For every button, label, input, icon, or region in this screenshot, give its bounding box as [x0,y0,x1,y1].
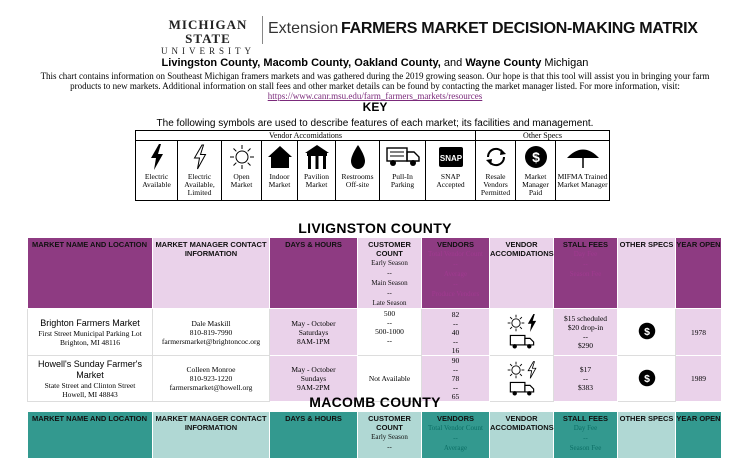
col-header-customer: CUSTOMER COUNT Early Season -- [358,412,422,458]
key-item-indoor-market: Indoor Market [262,141,298,201]
col-header-accomodations: VENDOR ACCOMIDATIONS [490,412,554,458]
key-item-manager-paid: $ Market Manager Paid [516,141,556,201]
macomb-county-title: MACOMB COUNTY [309,394,441,410]
logo-line-2: UNIVERSITY [161,46,255,56]
col-header-year: YEAR OPEN [676,412,722,458]
manager-email[interactable]: farmersmarket@brightoncoc.org [161,336,261,346]
recycle-icon [476,141,515,173]
sun-icon [507,314,525,332]
umbrella-icon [556,141,609,173]
col-header-days: DAYS & HOURS [270,238,358,309]
year-open-cell: 1989 [676,356,722,402]
livingston-county-title: LIVIGNSTON COUNTY [298,220,452,236]
document-header [0,14,750,56]
col-header-fees: STALL FEES Day Fee -- Season Fee [554,412,618,458]
extension-label: Extension [268,20,339,37]
col-header-other: OTHER SPECS [618,412,676,458]
dollar-icon-text: $ [531,149,540,165]
intro-text: This chart contains information on Southeast Michigan framers markets and was gathered during the 2019 growing season. Our hope is that this tool will assist you in bringing your farm products to new markets. Additional information on stall fees and other market details can be found by contacting the market manager listed. For more information, visit: [40,71,710,91]
col-header-other: OTHER SPECS [618,238,676,309]
vendors-cell: 90 -- 78 -- 65 [422,356,490,402]
days-cell: May - October Saturdays 8AM-1PM [270,309,358,356]
water-drop-icon [336,141,379,173]
macomb-table [27,411,722,458]
col-header-name: MARKET NAME AND LOCATION [28,412,153,458]
msu-logo [160,18,256,57]
key-item-resale: Resale Vendors Permitted [476,141,516,201]
snap-icon [426,141,475,173]
key-item-mifma: MIFMA Trained Market Manager [556,141,609,201]
counties-line [0,57,750,69]
customer-count-cell: 500 -- 500-1000 -- [358,309,422,356]
days-cell: May - October Sundays 9AM-2PM [270,356,358,402]
manager-cell: Colleen Monroe 810-923-1220 farmersmarket@howell.org [153,356,270,402]
key-legend [135,130,610,201]
svg-text:$: $ [643,325,650,338]
key-subtitle: The following symbols are used to describe features of each market; its facilities and management. [156,118,594,129]
sun-icon [507,361,525,379]
col-header-manager: MARKET MANAGER CONTACT INFORMATION [153,412,270,458]
key-group-vendor: Vendor Accomidations [136,131,476,141]
key-item-electric-limited: Electric Available, Limited [178,141,222,201]
table-row [28,309,722,356]
vendors-cell: 82 -- 40 -- 16 [422,309,490,356]
truck-icon [509,334,535,350]
logo-line-1: MICHIGAN STATE [168,17,248,46]
lightning-outline-icon [178,141,221,173]
key-item-snap: SNAP SNAP Accepted [426,141,476,201]
col-header-accomodations: VENDOR ACCOMIDATIONS [490,238,554,309]
key-item-open-market: Open Market [222,141,262,201]
county-macomb: Macomb County, [263,57,352,69]
resources-link[interactable]: https://www.canr.msu.edu/farm_farmers_markets/resources [267,91,483,101]
svg-text:$: $ [643,372,650,385]
col-header-fees: STALL FEES Day Fee -- Season Fee [554,238,618,309]
intro-paragraph [28,71,722,101]
pavilion-icon [298,141,335,173]
livingston-table [27,237,722,402]
document-title: FARMERS MARKET DECISION-MAKING MATRIX [341,20,698,37]
col-header-customer: CUSTOMER COUNT Early Season -- Main Season -- Late Season [358,238,422,309]
stall-fees-cell: $17 -- $383 [554,356,618,402]
lightning-icon [527,314,537,332]
counties-and: and [443,57,463,69]
year-open-cell: 1978 [676,309,722,356]
key-heading: KEY [362,100,388,114]
lightning-icon [136,141,177,173]
house-icon [262,141,297,173]
manager-cell: Dale Maskill 810-819-7990 farmersmarket@brightoncoc.org [153,309,270,356]
counties-suffix: Michigan [544,57,589,69]
manager-email[interactable]: farmersmarket@howell.org [169,383,253,392]
col-header-manager: MARKET MANAGER CONTACT INFORMATION [153,238,270,309]
col-header-year: YEAR OPEN [676,238,722,309]
sun-icon [222,141,261,173]
stall-fees-cell: $15 scheduled $20 drop-in -- $290 [554,309,618,356]
snap-icon-text: SNAP [439,154,462,163]
key-item-electric: Electric Available [136,141,178,201]
key-item-restrooms: Restrooms Off-site [336,141,380,201]
county-livingston: Livingston County, [161,57,261,69]
col-header-name: MARKET NAME AND LOCATION [28,238,153,309]
lightning-outline-icon [527,361,537,379]
county-wayne: Wayne County [465,57,542,69]
key-group-other: Other Specs [476,131,609,141]
other-specs-cell [618,309,676,356]
header-divider [262,16,263,44]
customer-count-cell: Not Available [358,356,422,402]
col-header-vendors: VENDORS Total Vendor Count -- Average [422,412,490,458]
market-name-cell: Brighton Farmers Market First Street Municipal Parking Lot Brighton, MI 48116 [28,309,153,356]
truck-icon [380,141,425,173]
key-item-pull-in-parking: Pull-In Parking [380,141,426,201]
key-item-pavilion-market: Pavilion Market [298,141,336,201]
col-header-days: DAYS & HOURS [270,412,358,458]
accomodations-cell [490,309,554,356]
dollar-icon [638,369,656,387]
dollar-icon [638,322,656,340]
col-header-vendors: VENDORS Total Vendor Count -- Average -- Produce Vendors [422,238,490,309]
market-name-cell: Howell's Sunday Farmer's Market State Street and Clinton Street Howell, MI 48843 [28,356,153,402]
dollar-icon [516,141,555,173]
county-oakland: Oakland County, [354,57,441,69]
